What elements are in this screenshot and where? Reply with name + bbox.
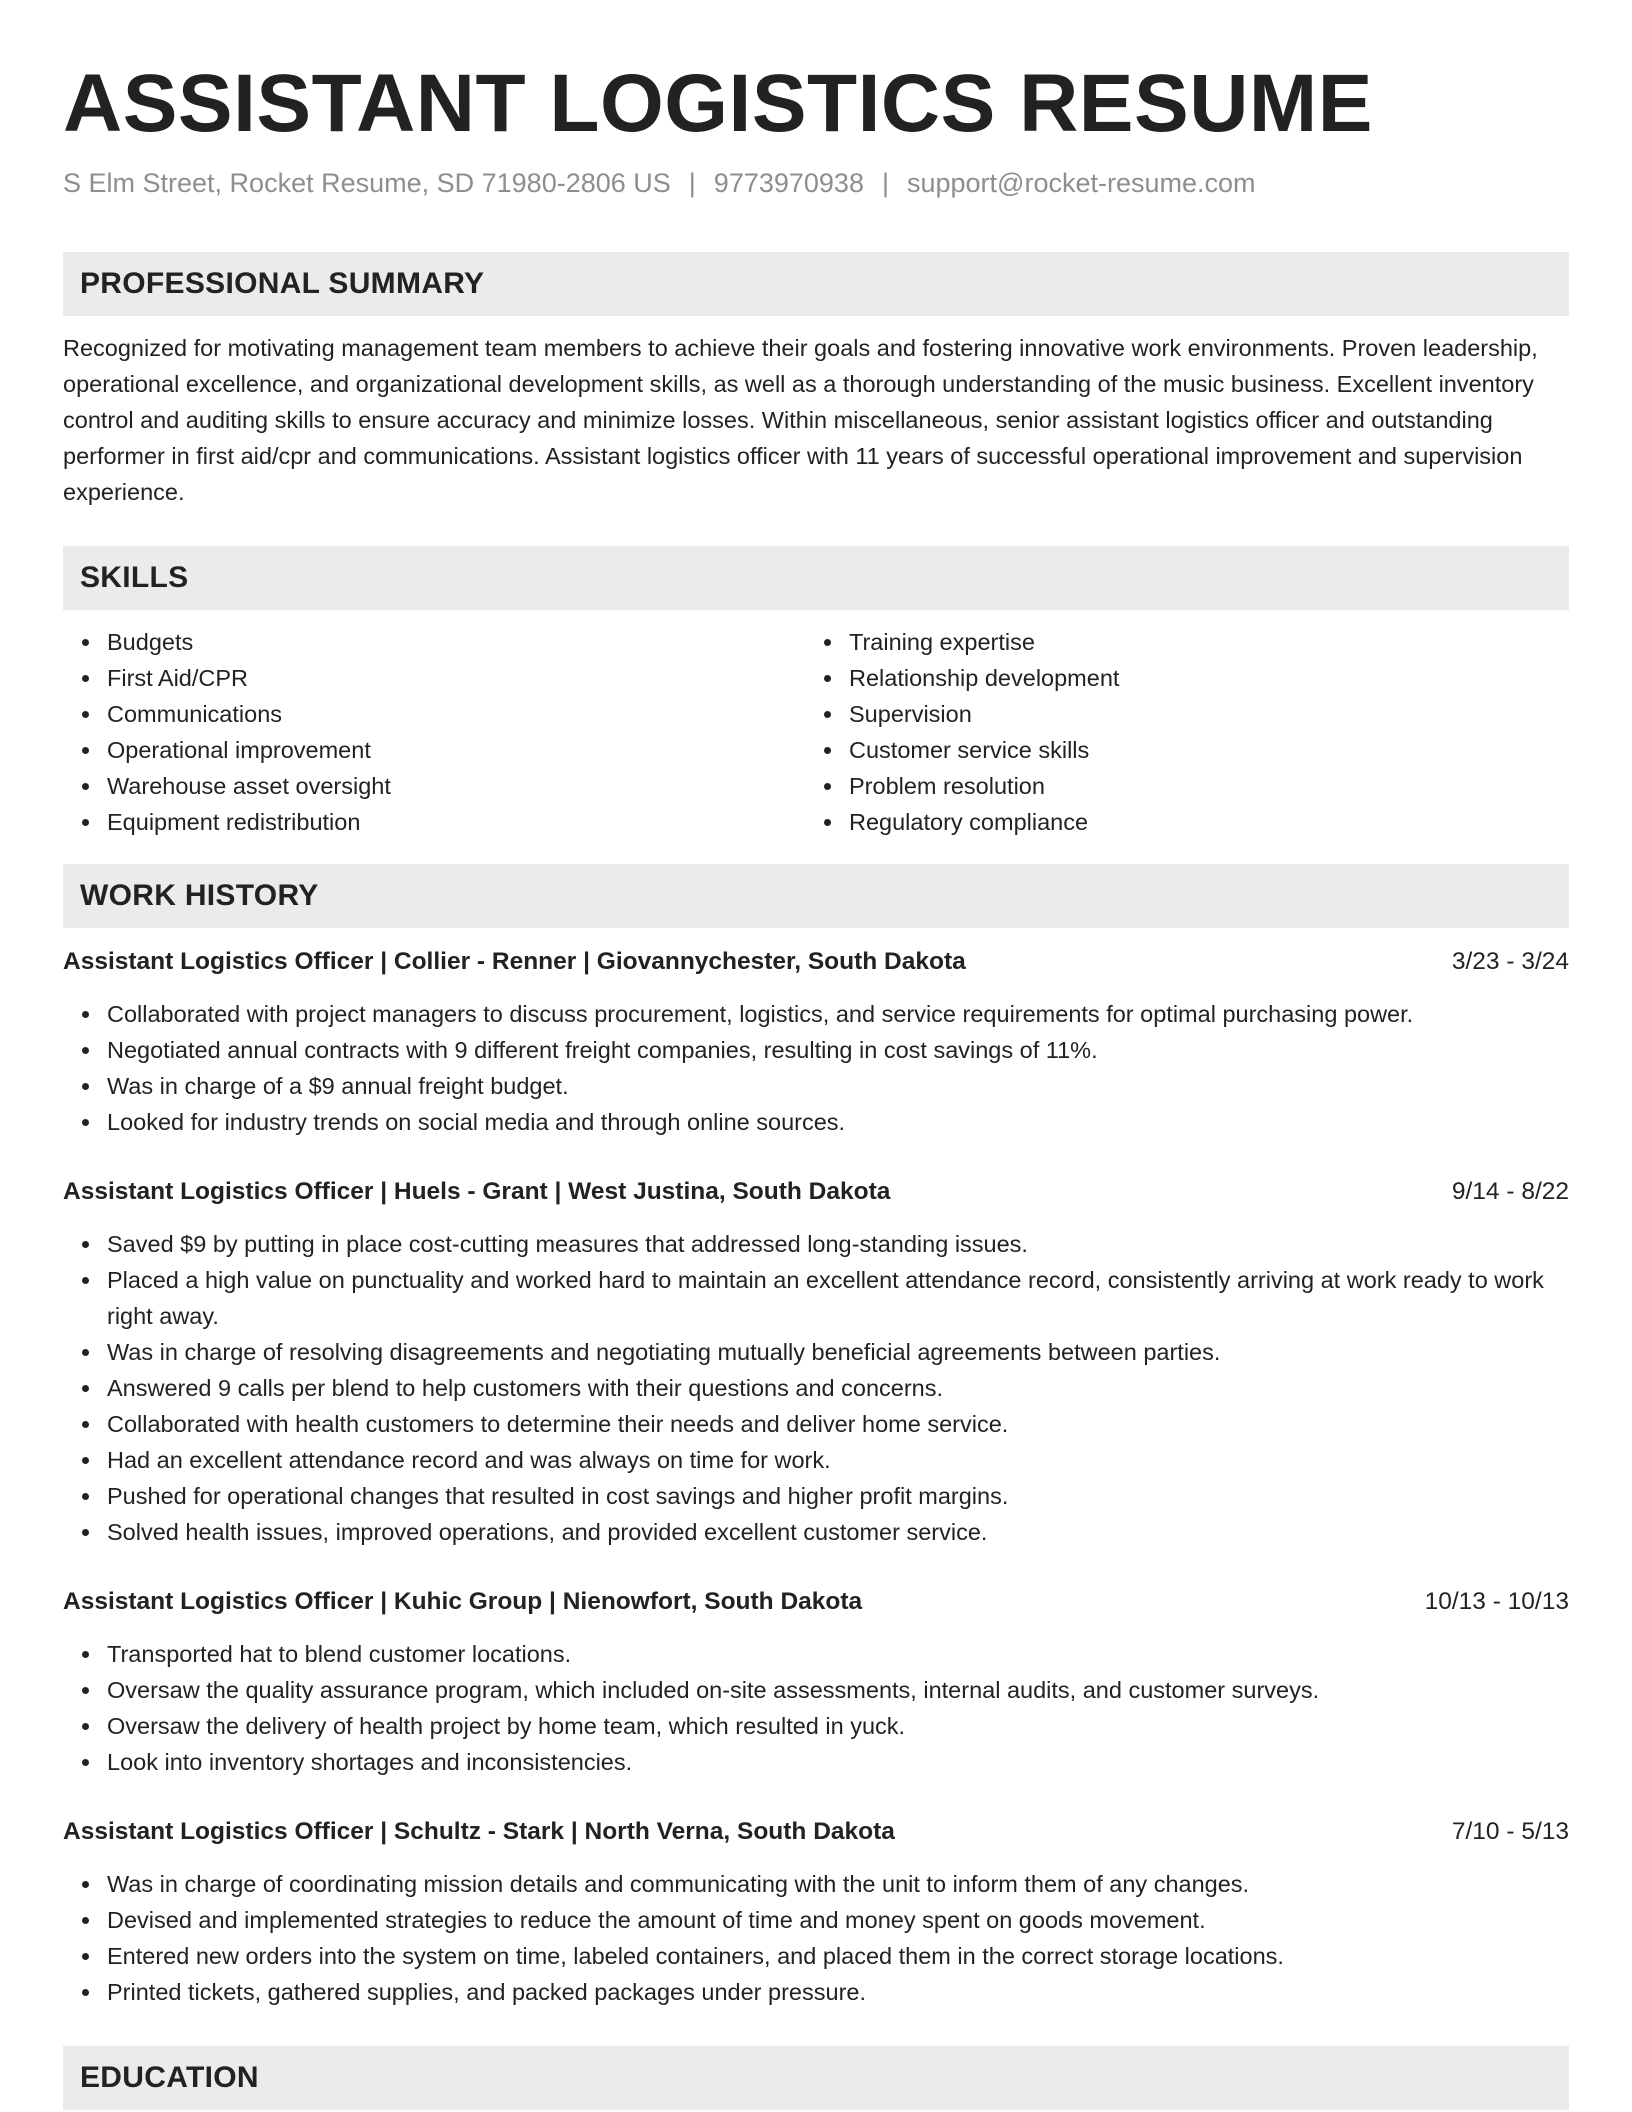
skill-item: Training expertise <box>849 624 1567 660</box>
job-entry <box>63 1174 1569 1550</box>
job-bullet: Had an excellent attendance record and was always on time for work. <box>107 1442 1569 1478</box>
job-bullets <box>63 1636 1569 1780</box>
job-bullet: Saved $9 by putting in place cost-cutting measures that addressed long-standing issues. <box>107 1226 1569 1262</box>
job-bullets <box>63 1226 1569 1550</box>
contact-phone: 9773970938 <box>713 168 864 198</box>
job-dates: 7/10 - 5/13 <box>1451 1818 1569 1845</box>
section-heading-work-history: WORK HISTORY <box>63 864 1569 928</box>
job-header <box>63 944 1569 980</box>
skill-item: Regulatory compliance <box>849 804 1567 840</box>
skill-item: Supervision <box>849 696 1567 732</box>
summary-text: Recognized for motivating management team members to achieve their goals and fostering innovative work environments. Proven leadership, operational excellence, and organizational development skills, as well as a thorough understanding of the music business. Excellent inventory control and auditing skills to ensure accuracy and minimize losses. Within miscellaneous, senior assistant logistics officer and outstanding performer in first aid/cpr and communications. Assistant logistics officer with 11 years of successful operational improvement and supervision experience. <box>63 335 1538 505</box>
job-bullet: Oversaw the delivery of health project by home team, which resulted in yuck. <box>107 1708 1569 1744</box>
contact-separator: | <box>688 168 696 198</box>
job-bullet: Answered 9 calls per blend to help customers with their questions and concerns. <box>107 1370 1569 1406</box>
skill-item: First Aid/CPR <box>107 660 805 696</box>
skill-item: Warehouse asset oversight <box>107 768 805 804</box>
job-bullets <box>63 996 1569 1140</box>
job-bullet: Was in charge of resolving disagreements and negotiating mutually beneficial agreements between parties. <box>107 1334 1569 1370</box>
job-bullet: Entered new orders into the system on time, labeled containers, and placed them in the correct storage locations. <box>107 1938 1569 1974</box>
skill-item: Operational improvement <box>107 732 805 768</box>
job-bullet: Solved health issues, improved operations, and provided excellent customer service. <box>107 1514 1569 1550</box>
skill-item: Relationship development <box>849 660 1567 696</box>
skill-item: Communications <box>107 696 805 732</box>
job-bullet: Pushed for operational changes that resulted in cost savings and higher profit margins. <box>107 1478 1569 1514</box>
contact-email: support@rocket-resume.com <box>906 168 1256 198</box>
job-dates: 9/14 - 8/22 <box>1451 1178 1569 1205</box>
job-bullet: Collaborated with health customers to determine their needs and deliver home service. <box>107 1406 1569 1442</box>
skill-item: Equipment redistribution <box>107 804 805 840</box>
resume-title: ASSISTANT LOGISTICS RESUME <box>63 58 1373 149</box>
skills-list <box>63 624 1569 840</box>
job-entry <box>63 1584 1569 1780</box>
contact-separator: | <box>881 168 889 198</box>
job-dates: 10/13 - 10/13 <box>1424 1588 1569 1615</box>
job-header <box>63 1814 1569 1850</box>
contact-line <box>63 166 1569 200</box>
job-entry <box>63 944 1569 1140</box>
job-title: Assistant Logistics Officer | Schultz - Stark | North Verna, South Dakota <box>63 1818 895 1845</box>
job-header <box>63 1174 1569 1210</box>
section-heading-summary: PROFESSIONAL SUMMARY <box>63 252 1569 316</box>
skill-item: Budgets <box>107 624 805 660</box>
job-bullet: Printed tickets, gathered supplies, and packed packages under pressure. <box>107 1974 1569 2010</box>
job-bullets <box>63 1866 1569 2010</box>
skills-column-right <box>805 624 1567 840</box>
job-bullet: Looked for industry trends on social media and through online sources. <box>107 1104 1569 1140</box>
job-bullet: Look into inventory shortages and inconsistencies. <box>107 1744 1569 1780</box>
job-bullet: Devised and implemented strategies to reduce the amount of time and money spent on goods movement. <box>107 1902 1569 1938</box>
job-bullet: Negotiated annual contracts with 9 different freight companies, resulting in cost savings of 11%. <box>107 1032 1569 1068</box>
skill-item: Customer service skills <box>849 732 1567 768</box>
job-dates: 3/23 - 3/24 <box>1451 948 1569 975</box>
section-heading-education: EDUCATION <box>63 2046 1569 2110</box>
job-bullet: Transported hat to blend customer locations. <box>107 1636 1569 1672</box>
job-bullet: Was in charge of coordinating mission details and communicating with the unit to inform them of any changes. <box>107 1866 1569 1902</box>
section-heading-skills: SKILLS <box>63 546 1569 610</box>
job-bullet: Placed a high value on punctuality and worked hard to maintain an excellent attendance record, consistently arriving at work ready to work right away. <box>107 1262 1569 1334</box>
job-bullet: Collaborated with project managers to discuss procurement, logistics, and service requirements for optimal purchasing power. <box>107 996 1569 1032</box>
job-header <box>63 1584 1569 1620</box>
skills-column-left <box>63 624 805 840</box>
skill-item: Problem resolution <box>849 768 1567 804</box>
job-bullet: Oversaw the quality assurance program, which included on-site assessments, internal audits, and customer surveys. <box>107 1672 1569 1708</box>
job-title: Assistant Logistics Officer | Huels - Grant | West Justina, South Dakota <box>63 1178 891 1205</box>
contact-address: S Elm Street, Rocket Resume, SD 71980-2806 US <box>63 168 671 198</box>
job-entry <box>63 1814 1569 2010</box>
job-bullet: Was in charge of a $9 annual freight budget. <box>107 1068 1569 1104</box>
job-title: Assistant Logistics Officer | Kuhic Group | Nienowfort, South Dakota <box>63 1588 863 1615</box>
job-title: Assistant Logistics Officer | Collier - Renner | Giovannychester, South Dakota <box>63 948 966 975</box>
